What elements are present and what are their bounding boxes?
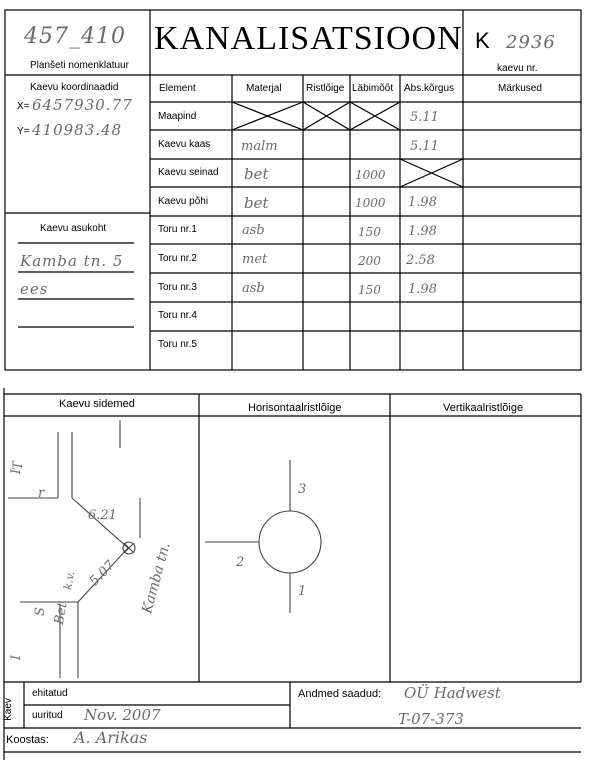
col-header-diameter: Läbimõõt [352,83,394,94]
sketch-i-bottom: I [9,654,25,661]
kaev-label: Kaev [2,698,14,721]
height-cell: 2.58 [406,253,435,268]
table-row-element: Maapind [158,111,197,122]
height-cell: 1.98 [408,195,437,210]
pipe-number: 1 [298,584,307,599]
table-row-element: Kaevu kaas [158,139,211,150]
col-header-notes: Märkused [498,83,542,94]
height-cell: 1.98 [408,282,437,297]
table-row-element: Kaevu põhi [158,196,209,207]
diameter-cell: 1000 [355,168,386,182]
col-header-cross-section: Ristlõige [306,83,345,94]
sketch-dist1: 6.21 [88,508,117,523]
material-cell: asb [242,281,265,296]
andmed-label: Andmed saadud: [298,688,382,700]
nomenclature-label: Planšeti nomenklatuur [30,60,129,71]
sketch-i-top: I [9,468,25,475]
andmed-value2: T-07-373 [398,710,464,728]
x-value: 6457930.77 [32,96,133,114]
material-cell: bet [244,165,269,183]
location-line2: ees [20,280,49,298]
nomenclature-value: 457_410 [24,24,126,49]
height-cell: 5.11 [410,110,439,125]
diameter-cell: 150 [358,225,381,239]
y-value: 410983.48 [32,121,123,139]
table-row-element: Toru nr.3 [158,282,197,293]
material-cell: bet [244,194,269,212]
sketch-k-mark: k.v. [61,570,78,591]
col-header-material: Materjal [246,83,282,94]
koostas-value: A. Arikas [74,728,148,747]
col-header-abs-height: Abs.kõrgus [404,83,455,94]
diameter-cell: 150 [358,283,381,297]
col-header-element: Element [159,83,196,94]
diameter-cell: 200 [358,254,381,268]
location-line1: Kamba tn. 5 [20,252,124,270]
k-value: 2936 [506,32,556,53]
sketch-s-mark: S [32,607,48,616]
height-cell: 1.98 [408,224,437,239]
table-row-element: Toru nr.4 [158,310,197,321]
sketch-r-mark: r [38,486,45,501]
location-label: Kaevu asukoht [40,223,107,234]
sidemed-label: Kaevu sidemed [59,398,135,410]
andmed-value1: OÜ Hadwest [404,684,501,702]
pipe-number: 3 [298,482,307,497]
horisontaal-label: Horisontaalristlõige [248,402,342,414]
uuritud-label: uuritud [32,710,63,721]
material-cell: malm [241,139,278,154]
vertikaal-label: Vertikaalristlõige [443,402,524,414]
coords-label: Kaevu koordinaadid [30,82,119,93]
table-row-element: Toru nr.1 [158,224,197,235]
uuritud-value: Nov. 2007 [84,706,161,724]
table-row-element: Toru nr.5 [158,339,197,350]
table-row-element: Toru nr.2 [158,253,197,264]
pipe-number: 2 [236,555,245,570]
sketch-t-mark: T [10,461,26,470]
sketch-bet: Bet [51,601,71,626]
x-label: X= [17,101,30,112]
ehitatud-label: ehitatud [32,688,68,699]
kaevu-nr-label: kaevu nr. [497,63,538,74]
diameter-cell: 1000 [355,196,386,210]
table-row-element: Kaevu seinad [158,167,219,178]
height-cell: 5.11 [410,139,439,154]
k-label: K [475,28,490,53]
y-label: Y= [17,126,30,137]
page-title: KANALISATSIOON [154,20,463,57]
material-cell: asb [242,223,265,238]
sketch-street: Kamba tn. [139,540,174,616]
koostas-label: Koostas: [6,734,49,746]
sketch-dist2: 5.07 [86,557,119,590]
material-cell: met [242,252,268,267]
